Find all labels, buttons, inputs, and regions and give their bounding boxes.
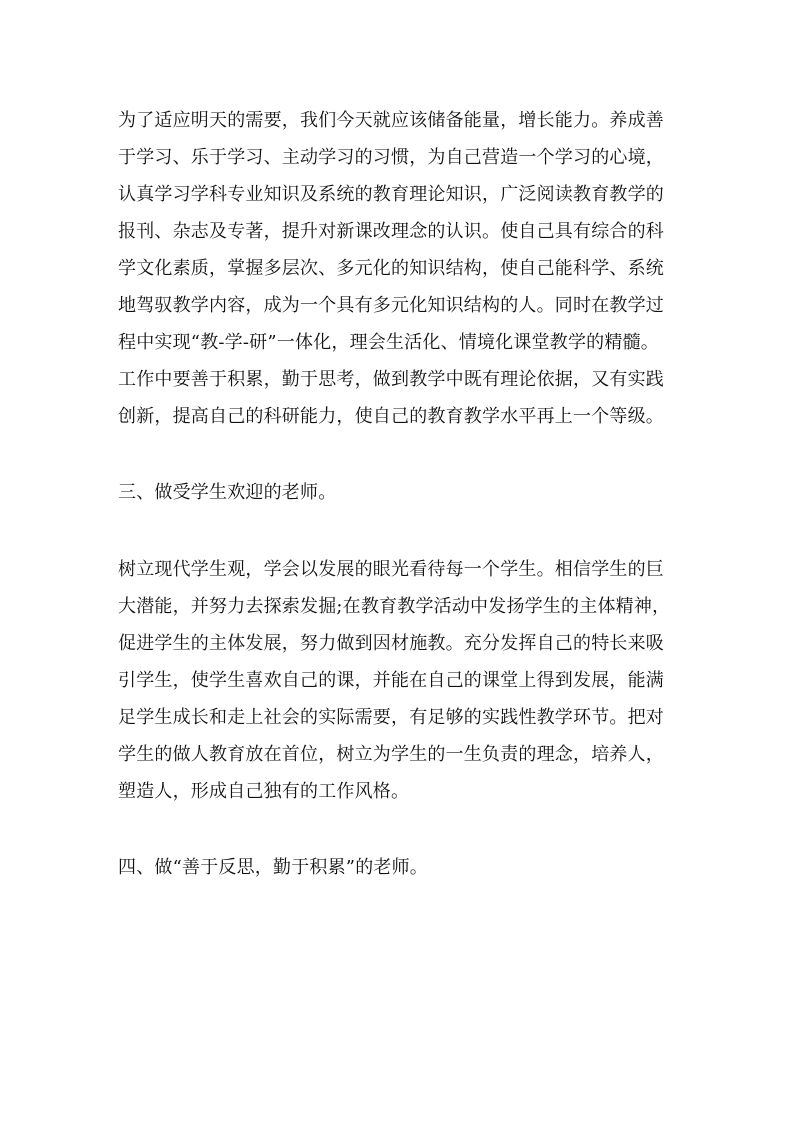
paragraph-1-line-5: 学文化素质，掌握多层次、多元化的知识结构，使自己能科学、系统 [118, 258, 664, 279]
paragraph-2-line-6: 学生的做人教育放在首位，树立为学生的一生负责的理念，培养人， [118, 744, 664, 765]
paragraph-1-line-4: 报刊、杂志及专著，提升对新课改理念的认识。使自己具有综合的科 [118, 221, 664, 242]
section-heading-3: 三、做受学生欢迎的老师。 [118, 482, 337, 503]
paragraph-1-line-8: 工作中要善于积累，勤于思考，做到教学中既有理论依据，又有实践 [118, 369, 664, 390]
paragraph-1-line-3: 认真学习学科专业知识及系统的教育理论知识，广泛阅读教育教学的 [118, 184, 664, 205]
paragraph-2-line-1: 树立现代学生观，学会以发展的眼光看待每一个学生。相信学生的巨 [118, 559, 664, 580]
paragraph-1-line-2: 于学习、乐于学习、主动学习的习惯，为自己营造一个学习的心境， [118, 147, 664, 168]
paragraph-1-line-1: 为了适应明天的需要，我们今天就应该储备能量，增长能力。养成善 [118, 110, 664, 131]
paragraph-2-line-2: 大潜能，并努力去探索发掘;在教育教学活动中发扬学生的主体精神， [118, 596, 671, 617]
paragraph-2-line-7: 塑造人，形成自己独有的工作风格。 [118, 781, 410, 802]
section-heading-4: 四、做“善于反思，勤于积累”的老师。 [118, 857, 429, 878]
paragraph-1-line-9: 创新，提高自己的科研能力，使自己的教育教学水平再上一个等级。 [118, 406, 664, 427]
paragraph-1-line-7: 程中实现“教-学-研”一体化，理会生活化、情境化课堂教学的精髓。 [118, 332, 659, 353]
paragraph-2-line-3: 促进学生的主体发展，努力做到因材施教。充分发挥自己的特长来吸 [118, 633, 664, 654]
paragraph-2-line-5: 足学生成长和走上社会的实际需要，有足够的实践性教学环节。把对 [118, 707, 664, 728]
paragraph-2-line-4: 引学生，使学生喜欢自己的课，并能在自己的课堂上得到发展，能满 [118, 670, 664, 691]
paragraph-1-line-6: 地驾驭教学内容，成为一个具有多元化知识结构的人。同时在教学过 [118, 295, 664, 316]
